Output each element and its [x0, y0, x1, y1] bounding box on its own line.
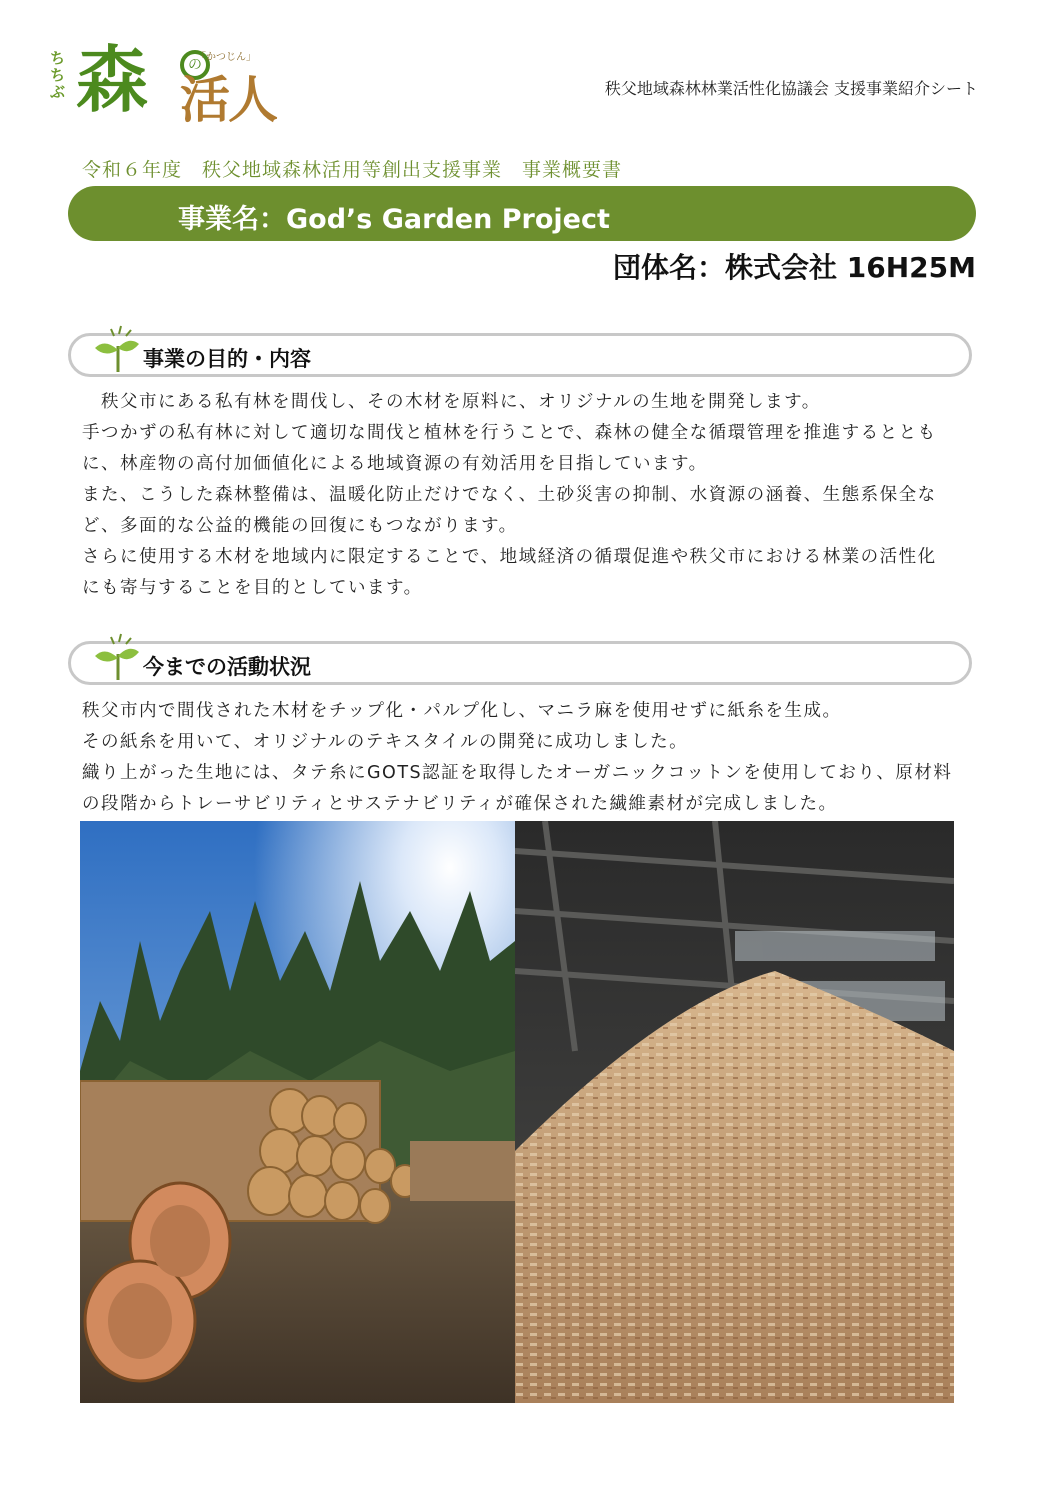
fiscal-year-line: 令和６年度 秩父地域森林活用等創出支援事業 事業概要書: [82, 159, 623, 181]
project-name: 事業名：God’s Garden Project: [178, 204, 610, 235]
paragraph-line: 秩父市にある私有林を間伐し、その木材を原料に、オリジナルの生地を開発します。: [82, 392, 821, 412]
project-name-bar: [68, 186, 976, 241]
sprout-icon: [91, 632, 141, 684]
section-body-activities: [82, 696, 977, 820]
logo-katsujin-ruby: 「かつじん」: [196, 52, 256, 63]
section-header-purpose: [68, 333, 972, 377]
photo-log-pile: [80, 821, 515, 1403]
paragraph-line: さらに使用する木材を地域内に限定することで、地域経済の循環促進や秩父市における林業の活性化: [82, 547, 937, 567]
paragraph-line: にも寄与することを目的としています。: [82, 578, 423, 598]
logo: [50, 37, 290, 130]
paragraph-line: 手つかずの私有林に対して適切な間伐と植林を行うことで、森林の健全な循環管理を推進するととも: [82, 423, 937, 443]
section-header-activities: [68, 641, 972, 685]
section-title-purpose: 事業の目的・内容: [143, 347, 311, 371]
logo-chichibu: ちちぶ: [50, 49, 66, 101]
section-body-purpose: [82, 387, 977, 604]
sprout-icon: [91, 324, 141, 376]
photo-wood-chips: [515, 821, 954, 1403]
paragraph-line: 織り上がった生地には、タテ糸にGOTS認証を取得したオーガニックコットンを使用しており、原材料: [82, 763, 953, 783]
paragraph-line: その紙糸を用いて、オリジナルのテキスタイルの開発に成功しました。: [82, 732, 689, 752]
paragraph-line: の段階からトレーサビリティとサステナビリティが確保された繊維素材が完成しました。: [82, 794, 838, 814]
logo-no: の: [180, 50, 210, 80]
organization-name: 団体名：株式会社 16H25M: [613, 251, 976, 284]
paragraph-line: に、林産物の高付加価値化による地域資源の有効活用を目指しています。: [82, 454, 708, 474]
logo-mori: 森: [76, 37, 149, 122]
paragraph-line: また、こうした森林整備は、温暖化防止だけでなく、土砂災害の抑制、水資源の涵養、生態系保全な: [82, 485, 937, 505]
section-title-activities: 今までの活動状況: [143, 655, 311, 679]
logo-katsujin: 活人: [180, 70, 276, 129]
paragraph-line: 秩父市内で間伐された木材をチップ化・パルプ化し、マニラ麻を使用せずに紙糸を生成。: [82, 701, 842, 721]
header-council-title: 秩父地域森林林業活性化協議会 支援事業紹介シート: [604, 79, 978, 98]
paragraph-line: ど、多面的な公益的機能の回復にもつながります。: [82, 516, 518, 536]
